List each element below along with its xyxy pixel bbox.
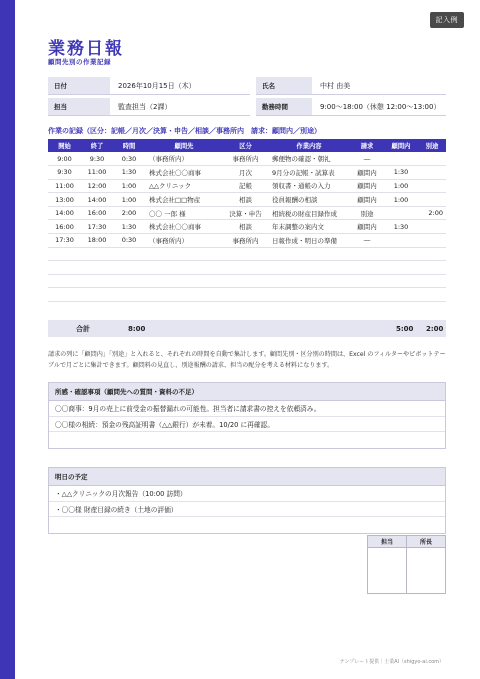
cell-client[interactable] <box>145 288 223 302</box>
cell-end[interactable]: 17:30 <box>81 220 113 234</box>
info-row-2 <box>48 98 446 116</box>
table-row <box>48 261 446 275</box>
cell-task[interactable]: 役員報酬の相談 <box>268 193 350 207</box>
cell-billing[interactable]: 別途 <box>350 206 384 220</box>
total-row <box>48 320 446 337</box>
cell-extra[interactable] <box>418 288 446 302</box>
cell-task[interactable]: 相続税の財産目録作成 <box>268 206 350 220</box>
cell-category[interactable]: 決算・申告 <box>223 206 268 220</box>
total-label: 合計 <box>76 324 90 333</box>
cell-end[interactable]: 9:30 <box>81 152 113 166</box>
cell-billing[interactable]: 顧問内 <box>350 166 384 180</box>
cell-in-contract[interactable]: 1:30 <box>384 166 418 180</box>
cell-task[interactable]: 領収書・通帳の入力 <box>268 179 350 193</box>
cell-category[interactable]: 相談 <box>223 193 268 207</box>
cell-task[interactable] <box>268 288 350 302</box>
date-value[interactable]: 2026年10月15日（木） <box>110 77 250 95</box>
cell-client[interactable]: 〇〇 一郎 様 <box>145 206 223 220</box>
cell-duration[interactable]: 0:30 <box>113 234 145 248</box>
cell-end[interactable] <box>81 247 113 261</box>
page-title: 業務日報 <box>48 39 124 59</box>
cell-billing[interactable] <box>350 288 384 302</box>
cell-in-contract[interactable] <box>384 234 418 248</box>
name-label: 氏名 <box>256 77 312 95</box>
cell-extra[interactable] <box>418 274 446 288</box>
table-row <box>48 206 446 220</box>
cell-task[interactable]: 9月分の記帳・試算表 <box>268 166 350 180</box>
cell-end[interactable] <box>81 261 113 275</box>
cell-extra[interactable] <box>418 261 446 275</box>
stamp-cell-staff[interactable] <box>368 548 407 594</box>
cell-start[interactable] <box>48 261 81 275</box>
table-row <box>48 152 446 166</box>
info-row-1 <box>48 77 446 95</box>
header-duration: 時間 <box>113 139 145 152</box>
cell-client[interactable]: △△クリニック <box>145 179 223 193</box>
cell-category[interactable] <box>223 247 268 261</box>
findings-heading: 所感・確認事項（顧問先への質問・資料の不足） <box>49 383 445 401</box>
cell-end[interactable]: 18:00 <box>81 234 113 248</box>
cell-duration[interactable]: 1:30 <box>113 166 145 180</box>
cell-task[interactable]: 年末調整の案内文 <box>268 220 350 234</box>
hours-value[interactable]: 9:00～18:00（休憩 12:00～13:00） <box>312 98 446 116</box>
cell-start[interactable]: 17:30 <box>48 234 81 248</box>
side-accent-bar <box>0 0 15 679</box>
cell-extra[interactable]: 2:00 <box>418 206 446 220</box>
cell-client[interactable] <box>145 274 223 288</box>
cell-start[interactable]: 16:00 <box>48 220 81 234</box>
cell-task[interactable] <box>268 261 350 275</box>
cell-category[interactable] <box>223 261 268 275</box>
cell-end[interactable]: 16:00 <box>81 206 113 220</box>
work-table-header <box>48 139 446 152</box>
cell-duration[interactable] <box>113 274 145 288</box>
cell-start[interactable] <box>48 247 81 261</box>
name-value[interactable]: 中村 由美 <box>312 77 446 95</box>
findings-line[interactable]: 〇〇様の相続：預金の残高証明書（△△銀行）が未着。10/20 に再確認。 <box>49 417 445 433</box>
cell-extra[interactable] <box>418 152 446 166</box>
footer-credit: テンプレート提供｜士業AI（shigyo-ai.com） <box>339 659 444 665</box>
cell-billing[interactable]: ― <box>350 234 384 248</box>
cell-end[interactable]: 14:00 <box>81 193 113 207</box>
page-subtitle: 顧問先別の作業記録 <box>48 58 111 66</box>
usage-note: 請求の列に「顧問内」「別途」と入れると、それぞれの時間を自動で集計します。顧問先別・区分別の時間は、Excel のフィルターやピボットテーブルで月ごとに集計できます。顧問料の見直し、別途報酬の請求、担当の配分を考える材料になります。 <box>48 351 446 369</box>
cell-start[interactable] <box>48 288 81 302</box>
total-extra: 2:00 <box>426 324 444 333</box>
work-table <box>48 139 446 302</box>
findings-box <box>48 382 446 449</box>
cell-category[interactable]: 事務所内 <box>223 234 268 248</box>
cell-duration[interactable]: 2:00 <box>113 206 145 220</box>
stamp-cell-director[interactable] <box>407 548 446 594</box>
cell-category[interactable]: 月次 <box>223 166 268 180</box>
tomorrow-line[interactable]: ・〇〇様 財産目録の続き（土地の評価） <box>49 502 445 518</box>
cell-in-contract[interactable] <box>384 288 418 302</box>
cell-category[interactable]: 事務所内 <box>223 152 268 166</box>
table-row <box>48 220 446 234</box>
cell-client[interactable] <box>145 261 223 275</box>
date-label: 日付 <box>48 77 110 95</box>
approval-stamp-table <box>367 535 446 594</box>
findings-line-empty[interactable] <box>49 432 445 448</box>
cell-extra[interactable] <box>418 234 446 248</box>
cell-extra[interactable] <box>418 179 446 193</box>
sample-badge: 記入例 <box>430 12 465 28</box>
table-row <box>48 288 446 302</box>
cell-duration[interactable] <box>113 288 145 302</box>
cell-extra[interactable] <box>418 220 446 234</box>
cell-start[interactable]: 11:00 <box>48 179 81 193</box>
cell-category[interactable]: 記帳 <box>223 179 268 193</box>
cell-client[interactable] <box>145 247 223 261</box>
stamp-header-staff: 担当 <box>368 536 407 548</box>
hours-label: 勤務時間 <box>256 98 312 116</box>
findings-line[interactable]: 〇〇商事：9月の売上に前受金の振替漏れの可能性。担当者に請求書の控えを依頼済み。 <box>49 401 445 417</box>
cell-billing[interactable] <box>350 274 384 288</box>
cell-category[interactable] <box>223 288 268 302</box>
cell-category[interactable]: 相談 <box>223 220 268 234</box>
cell-start[interactable]: 9:00 <box>48 152 81 166</box>
header-task: 作業内容 <box>268 139 350 152</box>
table-row <box>48 274 446 288</box>
cell-end[interactable]: 11:00 <box>81 166 113 180</box>
cell-task[interactable]: 郵便物の確認・朝礼 <box>268 152 350 166</box>
cell-duration[interactable]: 0:30 <box>113 152 145 166</box>
cell-client[interactable]: 株式会社〇〇商事 <box>145 220 223 234</box>
cell-client[interactable]: 株式会社□□物産 <box>145 193 223 207</box>
stamp-header-director: 所長 <box>407 536 446 548</box>
cell-client[interactable]: （事務所内） <box>145 152 223 166</box>
cell-in-contract[interactable]: 1:30 <box>384 220 418 234</box>
tomorrow-line-empty[interactable] <box>49 517 445 533</box>
header-start: 開始 <box>48 139 81 152</box>
cell-duration[interactable] <box>113 247 145 261</box>
cell-client[interactable]: 株式会社〇〇商事 <box>145 166 223 180</box>
cell-task[interactable]: 日報作成・明日の準備 <box>268 234 350 248</box>
cell-start[interactable]: 13:00 <box>48 193 81 207</box>
header-end: 終了 <box>81 139 113 152</box>
cell-client[interactable]: （事務所内） <box>145 234 223 248</box>
tomorrow-heading: 明日の予定 <box>49 468 445 486</box>
cell-in-contract[interactable] <box>384 247 418 261</box>
info-grid <box>48 77 446 119</box>
cell-start[interactable]: 9:30 <box>48 166 81 180</box>
cell-end[interactable]: 12:00 <box>81 179 113 193</box>
work-section-heading: 作業の記録（区分：記帳／月次／決算・申告／相談／事務所内 請求：顧問内／別途） <box>48 127 321 135</box>
role-value[interactable]: 監査担当（2課） <box>110 98 250 116</box>
table-row <box>48 234 446 248</box>
role-label: 担当 <box>48 98 110 116</box>
cell-in-contract[interactable] <box>384 152 418 166</box>
cell-start[interactable] <box>48 274 81 288</box>
cell-billing[interactable] <box>350 261 384 275</box>
cell-duration[interactable]: 1:00 <box>113 179 145 193</box>
cell-duration[interactable] <box>113 261 145 275</box>
header-extra: 別途 <box>418 139 446 152</box>
total-time: 8:00 <box>128 324 146 333</box>
table-row <box>48 193 446 207</box>
cell-in-contract[interactable]: 1:00 <box>384 179 418 193</box>
tomorrow-line[interactable]: ・△△クリニックの月次報告（10:00 訪問） <box>49 486 445 502</box>
table-row <box>48 166 446 180</box>
table-row <box>48 179 446 193</box>
header-billing: 請求 <box>350 139 384 152</box>
tomorrow-box <box>48 467 446 534</box>
header-in-contract: 顧問内 <box>384 139 418 152</box>
cell-extra[interactable] <box>418 166 446 180</box>
cell-category[interactable] <box>223 274 268 288</box>
cell-end[interactable] <box>81 274 113 288</box>
cell-billing[interactable]: 顧問内 <box>350 179 384 193</box>
cell-start[interactable]: 14:00 <box>48 206 81 220</box>
cell-extra[interactable] <box>418 193 446 207</box>
cell-in-contract[interactable] <box>384 261 418 275</box>
header-client: 顧問先 <box>145 139 223 152</box>
cell-in-contract[interactable] <box>384 274 418 288</box>
cell-task[interactable] <box>268 247 350 261</box>
table-row <box>48 247 446 261</box>
cell-billing[interactable]: 顧問内 <box>350 193 384 207</box>
cell-in-contract[interactable] <box>384 206 418 220</box>
cell-in-contract[interactable]: 1:00 <box>384 193 418 207</box>
cell-end[interactable] <box>81 288 113 302</box>
cell-task[interactable] <box>268 274 350 288</box>
total-in-contract: 5:00 <box>396 324 414 333</box>
cell-billing[interactable]: ― <box>350 152 384 166</box>
cell-duration[interactable]: 1:00 <box>113 193 145 207</box>
header-category: 区分 <box>223 139 268 152</box>
cell-billing[interactable]: 顧問内 <box>350 220 384 234</box>
cell-extra[interactable] <box>418 247 446 261</box>
cell-billing[interactable] <box>350 247 384 261</box>
cell-duration[interactable]: 1:30 <box>113 220 145 234</box>
